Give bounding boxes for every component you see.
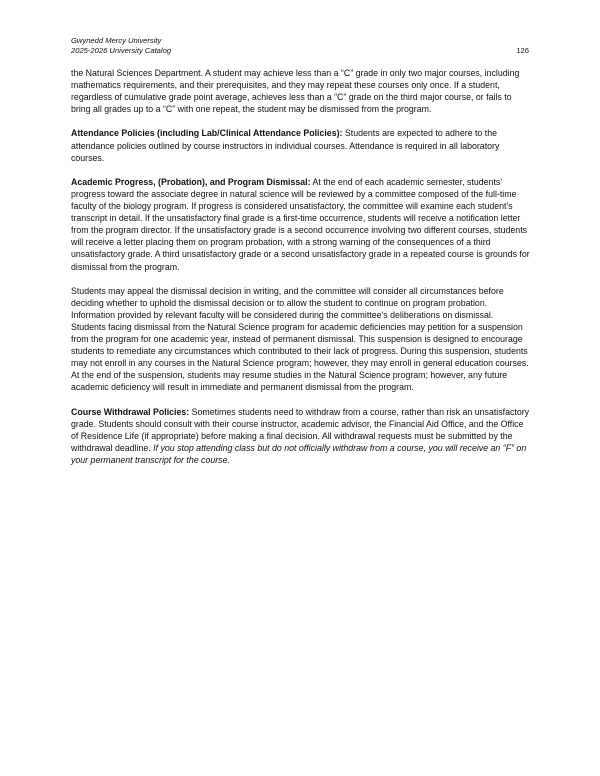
paragraph-text: Students may appeal the dismissal decision in writing, and the committee will consider all circumstances before deciding whether to uphold the dismissal decision or to allow the student to continue on program probation. Information provided by relevant faculty will be considered during the committee’s deliberations on dismissal. Students facing dismissal from the Natural Science program for academic deficiencies may petition for a suspension from the program for one academic year, instead of permanent dismissal. This suspension is designed to encourage students to remediate any circumstances which contributed to their lack of progress. During this suspension, students may not enroll in any courses in the Natural Science program; however, they may enroll in general education courses. At the end of the suspension, students may resume studies in the Natural Science program; however, any future academic deficiency will result in immediate and permanent dismissal from the program. — [71, 285, 529, 393]
paragraph-attendance-policies — [71, 127, 530, 163]
page-header — [71, 36, 529, 56]
section-heading-academic-progress: Academic Progress, (Probation), and Program Dismissal: — [71, 176, 311, 187]
header-institution: Gwynedd Mercy University — [71, 36, 162, 45]
page-number: 126 — [516, 46, 529, 55]
paragraph-text: Students are expected to adhere to the attendance policies outlined by course instructors in individual courses. Attendance is required in all laboratory courses. — [71, 128, 500, 163]
section-heading-attendance: Attendance Policies (including Lab/Clinical Attendance Policies): — [71, 128, 343, 139]
paragraph-text: Sometimes students need to withdraw from a course, rather than risk an unsatisfactory grade. Students should consult with their course instructor, academic advisor, the Financial Aid Office, and the Office of Residence Life (if appropriate) before making a final decision. All withdrawal requests must be submitted by the withdrawal deadline. — [71, 406, 530, 453]
paragraph-text: the Natural Sciences Department. A student may achieve less than a “C” grade in only two major courses, including mathematics requirements, and their prerequisites, and they may repeat these courses only once. If a student, regardless of cumulative grade point average, achieves less than a “C” grade on the third major course, or fails to bring all grades up to a “C” with one repeat, the student may be dismissed from the program. — [71, 68, 520, 115]
header-catalog-title: 2025-2026 University Catalog — [71, 46, 172, 55]
paragraph-italic-warning: If you stop attending class but do not officially withdraw from a course, you will receive an “F” on your permanent transcript for the course. — [71, 442, 527, 465]
paragraph-grade-requirements — [71, 67, 530, 115]
paragraph-academic-progress — [71, 176, 530, 273]
page-body — [71, 67, 530, 478]
paragraph-course-withdrawal — [71, 406, 530, 466]
section-heading-course-withdrawal: Course Withdrawal Policies: — [71, 406, 190, 417]
paragraph-dismissal-appeal — [71, 285, 530, 394]
paragraph-text: At the end of each academic semester, students’ progress toward the associate degree in natural science will be reviewed by a committee composed of the full-time faculty of the biology program. If progress is considered unsatisfactory, the committee will examine each student’s transcript in detail. If the unsatisfactory final grade is a first-time occurrence, students will receive a notification letter from the program director. If the unsatisfactory grade is a second occurrence involving two different courses, students will receive a letter placing them on program probation, with a strong warning of the consequences of a third unsatisfactory grade. A third unsatisfactory grade or a second unsatisfactory grade in a repeated course is grounds for dismissal from the program. — [71, 176, 530, 272]
